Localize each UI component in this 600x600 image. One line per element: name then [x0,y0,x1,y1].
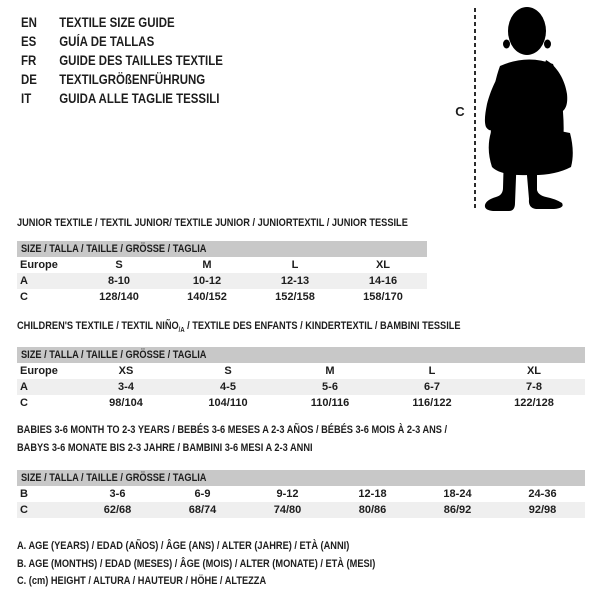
note-age-years: A. AGE (YEARS) / EDAD (AÑOS) / ÂGE (ANS) / ALTER (JAHRE) / ETÀ (ANNI) [17,540,350,552]
row-label: C [20,397,28,409]
note-height-cm: C. (cm) HEIGHT / ALTURA / HAUTEUR / HÖHE / ALTEZZA [17,575,267,587]
children-table-title: CHILDREN'S TEXTILE / TEXTIL $NIÑO_{/A}$ / TEXTILE DES ENFANTS / KINDERTEXTIL / BAMBINI TESSILE [17,320,461,335]
size-cell: M [202,259,212,271]
size-cell: 140/152 [187,291,227,303]
row-label: A [17,273,75,289]
table-row [17,486,585,502]
size-cell: 24-36 [528,488,557,500]
size-cell: 6-9 [194,488,211,500]
lang-row-en [21,13,223,32]
size-cell: 7-8 [483,379,585,395]
size-cell: 12-13 [251,273,339,289]
size-cell: XS [118,365,134,377]
lang-row-fr [21,51,223,70]
size-cell: S [224,365,232,377]
lang-code: DE [21,72,37,87]
baby-figure [440,0,600,220]
size-cell: 6-7 [381,379,483,395]
size-cell: 116/122 [412,397,452,409]
size-cell: 110/116 [310,397,350,409]
row-label: C [17,502,75,518]
table-row [17,273,427,289]
lang-row-it [21,89,223,108]
row-label: Europe [20,259,58,271]
size-cell: 14-16 [339,273,427,289]
table-header-row [17,241,427,257]
note-age-months: B. AGE (MONTHS) / EDAD (MESES) / ÂGE (MOIS) / ALTER (MONATE) / ETÀ (MESI) [17,557,376,570]
lang-title: GUÍA DE TALLAS [59,34,155,49]
lang-code: EN [21,15,37,30]
legend-notes [17,538,444,591]
lang-title: TEXTILE SIZE GUIDE [59,15,175,30]
table-row [17,289,427,305]
height-measure-label: C [455,104,465,119]
size-cell: XL [526,365,542,377]
lang-title: GUIDE DES TAILLES TEXTILE [59,53,223,68]
size-header-cell: SIZE / TALLA / TAILLE / GRÖSSE / TAGLIA [17,241,427,257]
size-cell: 3-4 [75,379,177,395]
size-cell: 80/86 [330,502,415,518]
size-header-cell: SIZE / TALLA / TAILLE / GRÖSSE / TAGLIA [17,347,585,363]
table-row [17,395,585,411]
size-cell: 98/104 [109,397,143,409]
size-cell: 122/128 [514,397,554,409]
lang-code: ES [21,34,37,49]
size-cell: 12-18 [358,488,387,500]
size-cell: 3-6 [109,488,126,500]
children-table [17,347,585,411]
size-cell: S [115,259,123,271]
size-cell: 5-6 [279,379,381,395]
row-label: A [17,379,75,395]
title-subscript: /A [178,327,185,335]
lang-code: IT [21,91,32,106]
size-cell: 152/158 [275,291,315,303]
size-cell: M [325,365,335,377]
table-header-row [17,470,585,486]
size-cell: 92/98 [500,502,585,518]
size-cell: 104/110 [208,397,248,409]
row-label: B [20,488,28,500]
lang-row-de [21,70,223,89]
size-header-cell: SIZE / TALLA / TAILLE / GRÖSSE / TAGLIA [17,470,585,486]
height-measure-line [474,8,476,211]
table-row [17,363,585,379]
table-row [17,379,585,395]
lang-title: TEXTILGRÖßENFÜHRUNG [59,72,206,87]
table-row [17,257,427,273]
size-cell: XL [375,259,391,271]
size-cell: 68/74 [160,502,245,518]
table-header-row [17,347,585,363]
row-label: Europe [20,365,58,377]
size-cell: 18-24 [443,488,472,500]
size-cell: L [291,259,299,271]
size-cell: 86/92 [415,502,500,518]
lang-title: GUIDA ALLE TAGLIE TESSILI [59,91,220,106]
size-cell: 4-5 [177,379,279,395]
size-cell: 8-10 [75,273,163,289]
row-label: C [20,291,28,303]
size-cell: 10-12 [163,273,251,289]
baby-silhouette-icon [484,4,596,214]
size-cell: 62/68 [75,502,160,518]
babies-table [17,470,585,518]
table-row [17,502,585,518]
size-cell: 128/140 [99,291,139,303]
size-cell: L [428,365,436,377]
size-cell: 158/170 [363,291,403,303]
junior-table-title: JUNIOR TEXTILE / TEXTIL JUNIOR/ TEXTILE JUNIOR / JUNIORTEXTIL / JUNIOR TESSILE [17,217,408,229]
lang-code: FR [21,53,37,68]
size-cell: 9-12 [276,488,299,500]
language-header [21,13,259,108]
lang-row-es [21,32,223,51]
junior-table [17,241,427,305]
babies-table-title: BABIES 3-6 MONTH TO 2-3 YEARS / BEBÉS 3-6 MESES A 2-3 AÑOS / BÉBÉS 3-6 MOIS À 2-3 ANS / BABYS 3-6 MONATE BIS 2-3 JAHRE / BAMBINI 3-6 MESI A 2-3 ANNI [17,424,448,454]
size-cell: 74/80 [245,502,330,518]
